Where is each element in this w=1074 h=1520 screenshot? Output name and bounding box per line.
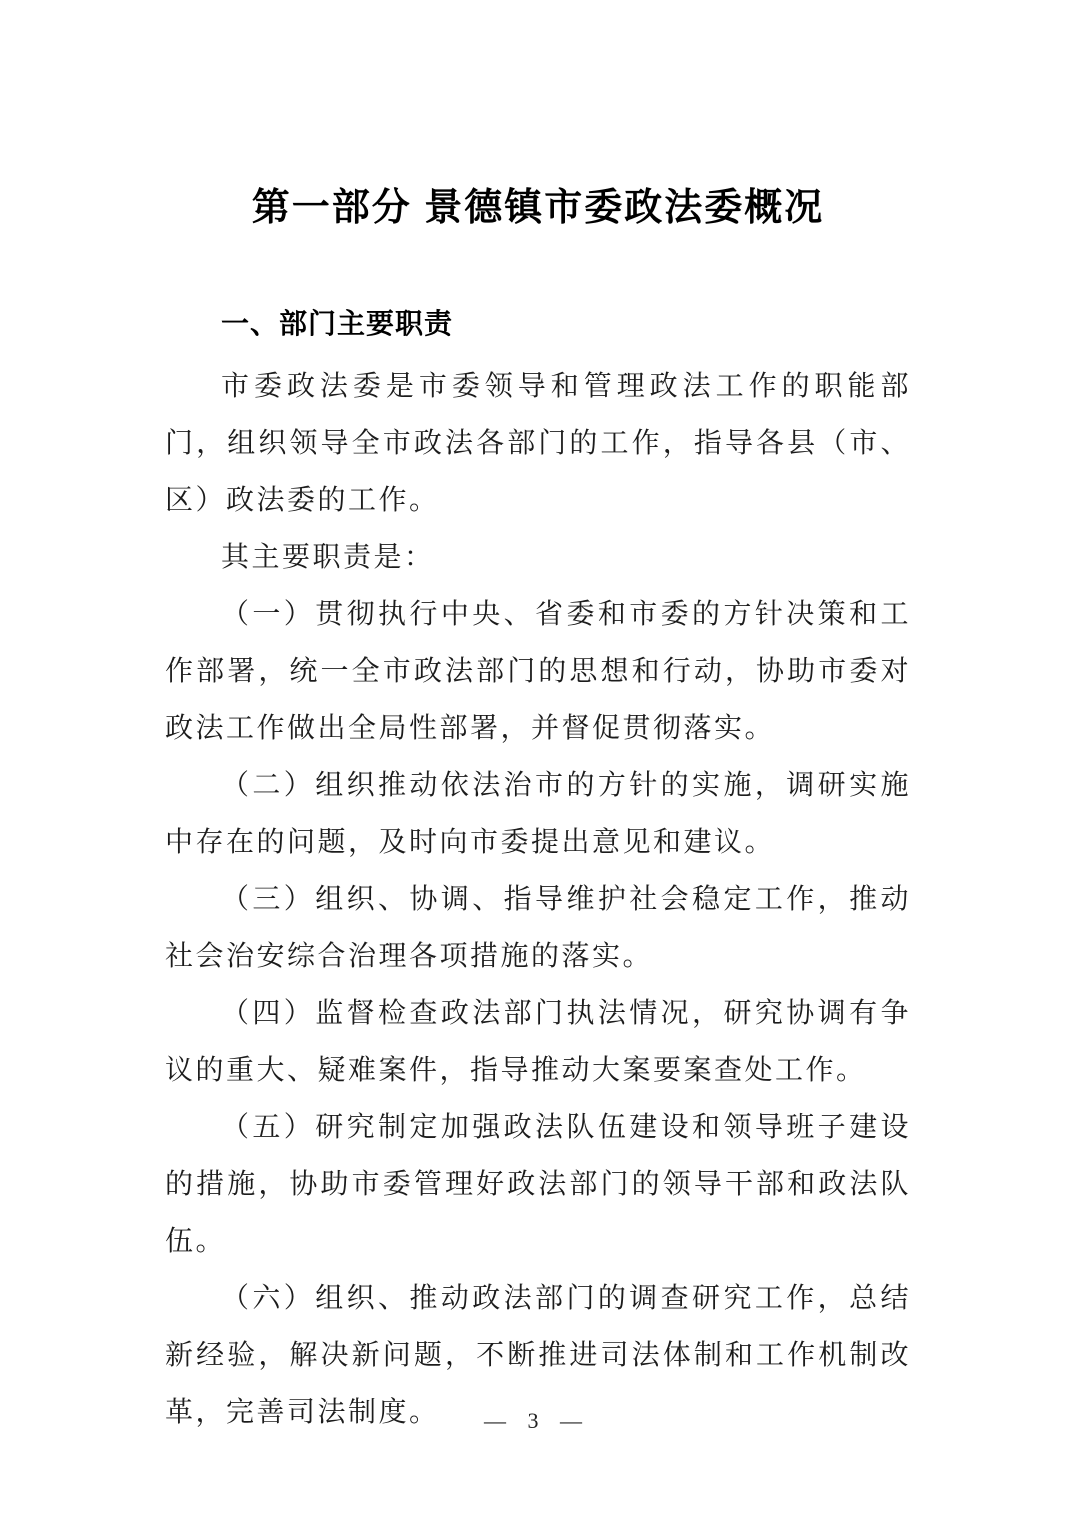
paragraph: 其主要职责是： xyxy=(221,541,435,573)
body-paragraphs xyxy=(165,358,911,1441)
paragraph: （六）组织、推动政法部门的调查研究工作，总结新经验，解决新问题，不断推进司法体制和工作机制改革，完善司法制度。 xyxy=(165,1282,911,1428)
document-title: 第一部分 景德镇市委政法委概况 xyxy=(251,187,825,229)
section-heading: 一、部门主要职责 xyxy=(221,307,454,339)
paragraph: （二）组织推动依法治市的方针的实施，调研实施中存在的问题，及时向市委提出意见和建议。 xyxy=(165,769,911,858)
paragraph: （三）组织、协调、指导维护社会稳定工作，推动社会治安综合治理各项措施的落实。 xyxy=(165,883,911,972)
paragraph: （一）贯彻执行中央、省委和市委的方针决策和工作部署，统一全市政法部门的思想和行动，协助市委对政法工作做出全局性部署，并督促贯彻落实。 xyxy=(165,598,911,744)
paragraph: （四）监督检查政法部门执法情况，研究协调有争议的重大、疑难案件，指导推动大案要案查处工作。 xyxy=(165,997,911,1086)
paragraph: 市委政法委是市委领导和管理政法工作的职能部门，组织领导全市政法各部门的工作，指导各县（市、区）政法委的工作。 xyxy=(165,370,911,516)
page-number: — 3 — xyxy=(484,1408,590,1433)
page-footer xyxy=(0,1408,1074,1434)
paragraph: （五）研究制定加强政法队伍建设和领导班子建设的措施，协助市委管理好政法部门的领导干部和政法队伍。 xyxy=(165,1111,911,1257)
